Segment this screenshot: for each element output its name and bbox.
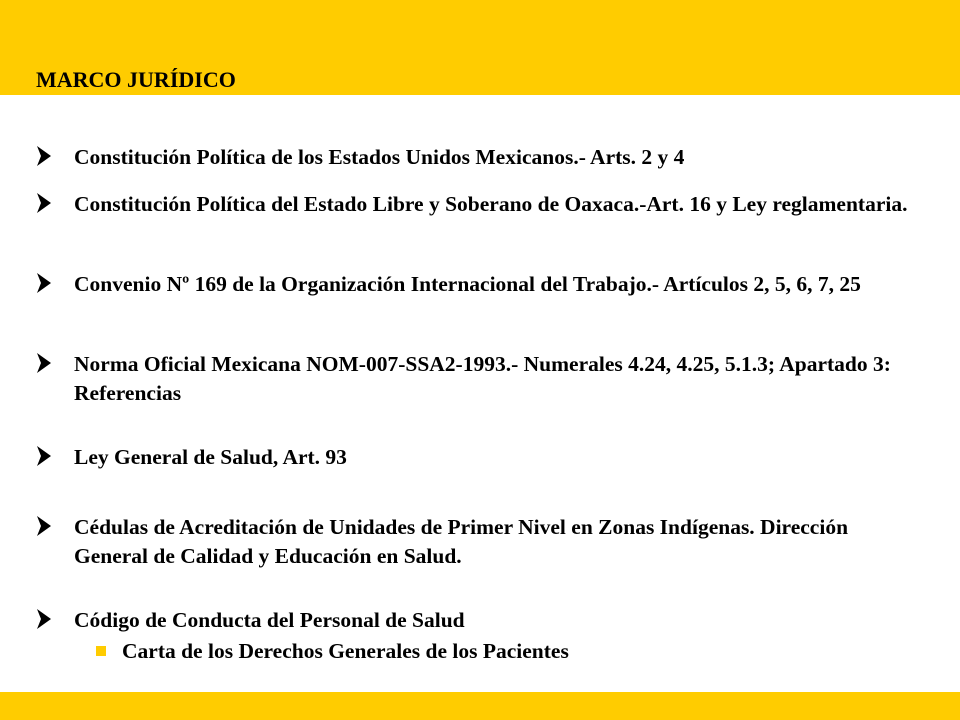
arrowhead-right-icon	[36, 608, 52, 630]
list-item-text: Ley General de Salud, Art. 93	[74, 445, 347, 469]
arrowhead-right-icon	[36, 272, 52, 294]
list-item-text: Cédulas de Acreditación de Unidades de Primer Nivel en Zonas Indígenas. Dirección General de Calidad y Educación en Salud.	[74, 515, 849, 568]
list-item-text: Código de Conducta del Personal de Salud	[74, 608, 465, 632]
list-item-text: Norma Oficial Mexicana NOM-007-SSA2-1993.- Numerales 4.24, 4.25, 5.1.3; Apartado 3: Referencias	[74, 352, 891, 405]
list-item-text: Convenio Nº 169 de la Organización Internacional del Trabajo.- Artículos 2, 5, 6, 7, 25	[74, 272, 861, 296]
sub-list-item-text: Carta de los Derechos Generales de los Pacientes	[122, 639, 569, 663]
arrowhead-right-icon	[36, 445, 52, 467]
list-item-text: Constitución Política de los Estados Unidos Mexicanos.- Arts. 2 y 4	[74, 145, 685, 169]
arrowhead-right-icon	[36, 515, 52, 537]
list-item-text: Constitución Política del Estado Libre y Soberano de Oaxaca.-Art. 16 y Ley reglamentaria.	[74, 192, 908, 216]
arrowhead-right-icon	[36, 192, 52, 214]
arrowhead-right-icon	[36, 145, 52, 167]
square-bullet-icon	[96, 646, 106, 656]
footer-bar	[0, 692, 960, 720]
arrowhead-right-icon	[36, 352, 52, 374]
page-title: MARCO JURÍDICO	[36, 67, 236, 92]
